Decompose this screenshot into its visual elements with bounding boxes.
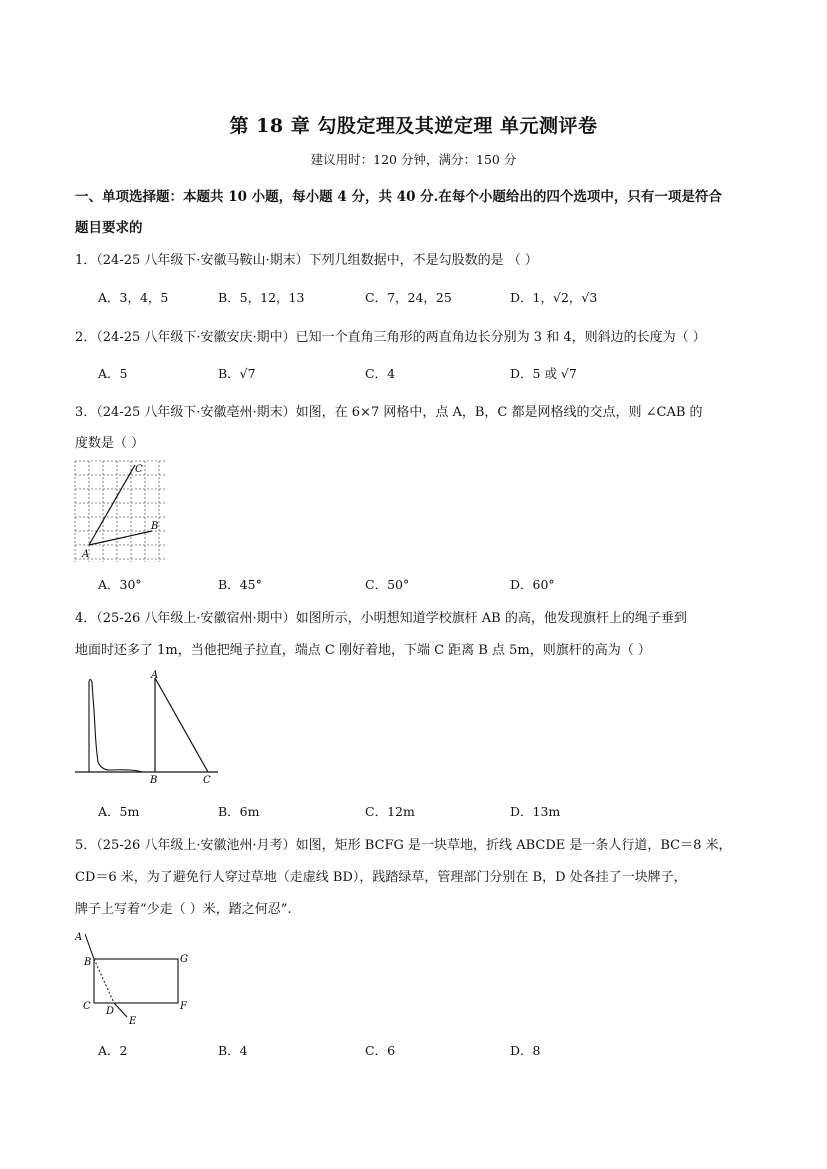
q1-option-a[interactable]: A．3，4，5: [98, 290, 169, 305]
q5-option-a[interactable]: A．2: [98, 1043, 128, 1058]
q4-option-d[interactable]: D．13m: [510, 804, 561, 819]
q4-option-a[interactable]: A．5m: [98, 804, 140, 819]
segment-ac: [89, 465, 135, 545]
question-1-text: 1．（24-25 八年级下·安徽马鞍山·期末）下列几组数据中，不是勾股数的是 （ ）: [75, 253, 538, 268]
segment-ab: [85, 934, 94, 959]
hanging-rope: [89, 680, 142, 773]
q5-option-c[interactable]: C．6: [365, 1043, 396, 1058]
rectangle-bcfg: [94, 959, 178, 1003]
q1-option-b[interactable]: B．5，12，13: [218, 290, 305, 305]
q3-grid-figure: [74, 458, 170, 566]
grid-lines: [75, 461, 165, 562]
question-3-text-line1: 3．（24-25 八年级下·安徽亳州·期末）如图，在 6×7 网格中，点 A，B，C 都是网格线的交点，则 ∠CAB 的: [75, 405, 703, 420]
section-heading-line1: 一、单项选择题：本题共 10 小题，每小题 4 分，共 40 分.在每个小题给出的四个选项中，只有一项是符合: [75, 189, 722, 205]
q5-option-d[interactable]: D．8: [510, 1043, 541, 1058]
label-b: B: [151, 521, 159, 532]
label-e: E: [129, 1016, 137, 1027]
question-3-text-line2: 度数是（ ）: [75, 436, 145, 451]
label-f: F: [180, 1001, 187, 1012]
q3-option-a[interactable]: A．30°: [98, 577, 142, 592]
label-a: A: [75, 932, 83, 943]
q3-option-b[interactable]: B．45°: [218, 577, 262, 592]
question-5-text-line3: 牌子上写着“少走（ ）米，踏之何忍”.: [75, 902, 292, 917]
label-g: G: [180, 954, 188, 965]
q3-option-d[interactable]: D．60°: [510, 577, 555, 592]
exam-info: 建议用时：120 分钟，满分：150 分: [310, 152, 517, 167]
rope-ac: [155, 678, 208, 772]
question-5-text-line1: 5．（25-26 八年级上·安徽池州·月考）如图，矩形 BCFG 是一块草地，折线 ABCDE 是一条人行道，BC＝8 米，: [75, 838, 732, 853]
segment-de: [114, 1003, 127, 1017]
q1-option-c[interactable]: C．7，24，25: [365, 290, 452, 305]
section-heading-line2: 题目要求的: [75, 220, 143, 236]
label-c: C: [83, 1001, 91, 1012]
q4-option-c[interactable]: C．12m: [365, 804, 415, 819]
q5-lawn-figure: [72, 928, 200, 1028]
q2-option-d[interactable]: D．5 或 √7: [510, 366, 577, 381]
label-c: C: [203, 775, 211, 786]
label-c: C: [135, 464, 143, 475]
label-d: D: [106, 1006, 115, 1017]
q2-option-c[interactable]: C．4: [365, 366, 396, 381]
question-5-text-line2: CD＝6 米，为了避免行人穿过草地（走虚线 BD），践踏绿草，管理部门分别在 B，D 处各挂了一块牌子，: [75, 870, 687, 885]
label-b: B: [84, 957, 92, 968]
q2-option-a[interactable]: A．5: [98, 366, 128, 381]
q4-option-b[interactable]: B．6m: [218, 804, 260, 819]
q4-flagpole-figure: [74, 668, 224, 788]
q1-option-d[interactable]: D．1，√2，√3: [510, 290, 598, 305]
question-4-text-line2: 地面时还多了 1m，当他把绳子拉直，端点 C 刚好着地，下端 C 距离 B 点 5m，则旗杆的高为（ ）: [75, 643, 651, 658]
label-b: B: [150, 775, 158, 786]
q2-option-b[interactable]: B．√7: [218, 366, 256, 381]
segment-ab: [89, 531, 152, 545]
label-a: A: [151, 670, 159, 681]
question-4-text-line1: 4．（25-26 八年级上·安徽宿州·期中）如图所示，小明想知道学校旗杆 AB 的高，他发现旗杆上的绳子垂到: [75, 611, 687, 626]
page-title: 第 18 章 勾股定理及其逆定理 单元测评卷: [229, 115, 598, 137]
label-a: A: [82, 549, 90, 560]
q5-option-b[interactable]: B．4: [218, 1043, 248, 1058]
q3-option-c[interactable]: C．50°: [365, 577, 410, 592]
dashed-bd: [94, 959, 114, 1003]
question-2-text: 2．（24-25 八年级下·安徽安庆·期中）已知一个直角三角形的两直角边长分别为 3 和 4，则斜边的长度为（ ）: [75, 330, 706, 345]
